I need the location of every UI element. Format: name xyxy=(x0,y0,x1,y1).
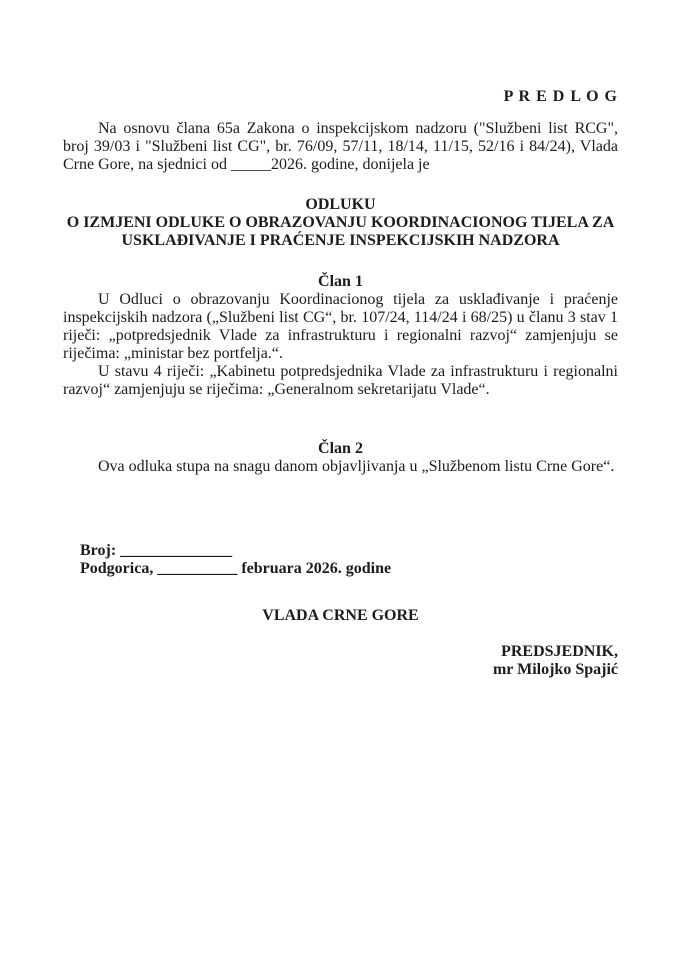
article-1-paragraph-1: U Odluci o obrazovanju Koordinacionog tijela za usklađivanje i praćenje inspekcijskih nadzora („Službeni list CG“, br. 107/24, 114/24 i 68/25) u članu 3 stav 1 riječi: „potpredsjednik Vlade za infrastrukturu i regionalni razvoj“ zamjenjuju se riječima: „ministar bez portfelja.“. xyxy=(63,291,618,362)
document-number-line: Broj: ______________ xyxy=(80,542,233,559)
signature-block xyxy=(63,643,618,679)
preamble-paragraph: Na osnovu člana 65a Zakona o inspekcijskom nadzoru ("Službeni list RCG", broj 39/03 i "Službeni list CG", br. 76/09, 57/11, 18/14, 11/15, 52/16 i 84/24), Vlada Crne Gore, na sjednici od _____2026. godine, donijela je xyxy=(63,120,618,173)
article-2-heading: Član 2 xyxy=(318,440,363,457)
decision-title: ODLUKU xyxy=(305,196,376,213)
article-2-paragraph-1: Ova odluka stupa na snagu danom objavljivanja u „Službenom listu Crne Gore“. xyxy=(98,458,615,475)
signature-name: mr Milojko Spajić xyxy=(492,661,618,678)
article-1-paragraph-2: U stavu 4 riječi: „Kabinetu potpredsjednika Vlade za infrastrukturu i regionalni razvoj“ zamjenjuju se riječima: „Generalnom sekretarijatu Vlade“. xyxy=(63,363,618,398)
document-tag-predlog: P R E D L O G xyxy=(503,88,618,105)
place-date-line: Podgorica, __________ februara 2026. godine xyxy=(80,560,392,577)
issuer-name: VLADA CRNE GORE xyxy=(262,607,419,624)
decision-subtitle-line2: USKLAĐIVANJE I PRAĆENJE INSPEKCIJSKIH NADZORA xyxy=(121,232,560,249)
decision-subtitle-line1: O IZMJENI ODLUKE O OBRAZOVANJU KOORDINACIONOG TIJELA ZA xyxy=(66,214,615,231)
signature-title: PREDSJEDNIK, xyxy=(501,643,618,660)
article-1-heading: Član 1 xyxy=(318,273,363,290)
number-place-block xyxy=(80,542,618,578)
